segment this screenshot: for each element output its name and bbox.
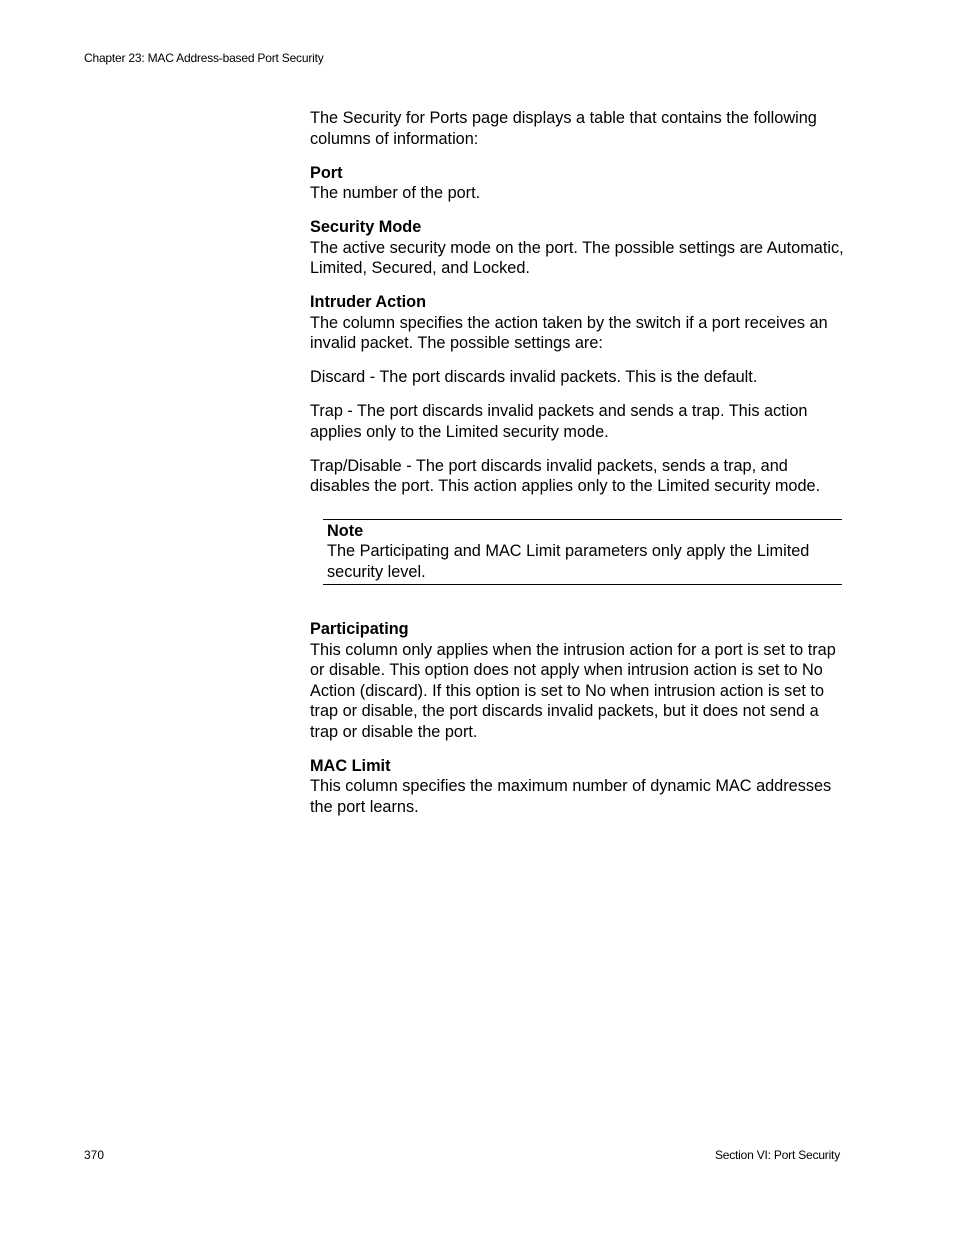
note-title: Note [327, 521, 364, 540]
term-mac-limit: MAC Limit [310, 756, 391, 775]
footer-section: Section VI: Port Security [714, 1148, 840, 1162]
page-number: 370 [84, 1148, 105, 1162]
note-box [323, 519, 842, 586]
term-security-mode: Security Mode [310, 218, 422, 236]
definition-mac-limit: This column specifies the maximum number of dynamic MAC addresses the port learns. [310, 777, 832, 816]
definition-port: The number of the port. [310, 184, 481, 202]
definition-intruder-action: The column specifies the action taken by the switch if a port receives an invalid packet. The possible settings are: [310, 313, 828, 352]
term-intruder-action: Intruder Action [310, 293, 427, 311]
after-note-section [310, 619, 850, 817]
option-trap-disable: Trap/Disable - The port discards invalid packets, sends a trap, and disables the port. This action applies only to the Limited security mode. [310, 456, 821, 495]
option-discard: Discard - The port discards invalid packets. This is the default. [310, 368, 758, 386]
term-port: Port [310, 163, 343, 182]
option-trap: Trap - The port discards invalid packets and sends a trap. This action applies only to the Limited security mode. [310, 402, 808, 441]
intro-paragraph: The Security for Ports page displays a table that contains the following columns of information: [310, 109, 817, 148]
term-participating: Participating [310, 620, 409, 638]
page-content [310, 108, 850, 831]
note-text: The Participating and MAC Limit parameters only apply the Limited security level. [327, 542, 810, 581]
definition-participating: This column only applies when the intrusion action for a port is set to trap or disable. This option does not apply when intrusion action is set to No Action (discard). If this option is set to No when intrusion action is set to trap or disable, the port discards invalid packets, but it does not send a trap or disable the port. [310, 640, 836, 741]
definition-security-mode: The active security mode on the port. The possible settings are Automatic, Limited, Secured, and Locked. [310, 238, 844, 277]
running-header: Chapter 23: MAC Address-based Port Security [84, 51, 324, 65]
